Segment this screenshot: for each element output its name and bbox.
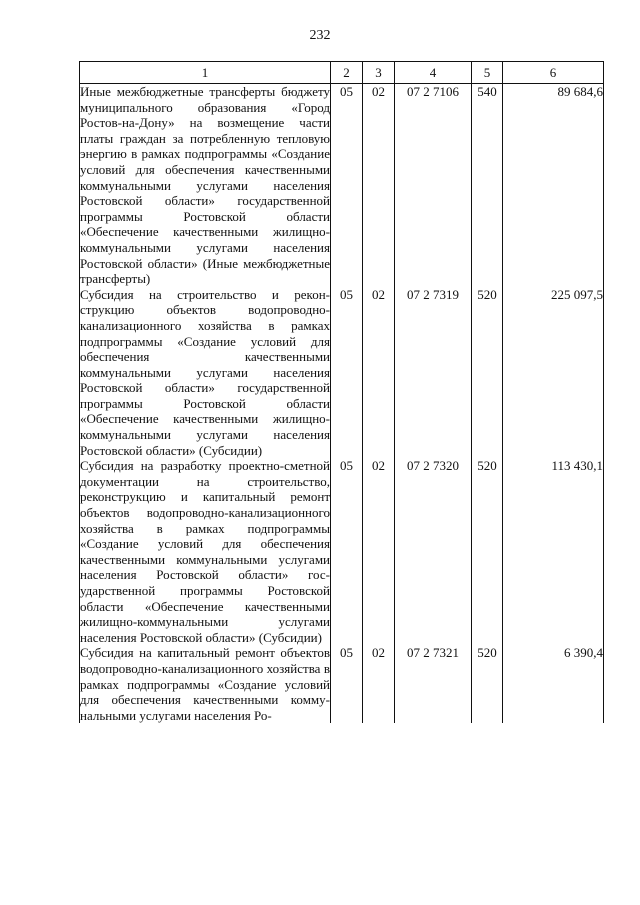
table-header-row xyxy=(80,62,604,84)
subsection-code: 02 xyxy=(363,287,395,459)
section-code: 05 xyxy=(331,287,363,459)
column-header: 5 xyxy=(472,62,503,84)
amount: 89 684,6 xyxy=(503,84,604,287)
column-header: 2 xyxy=(331,62,363,84)
page-number: 232 xyxy=(309,28,331,43)
subsection-code: 02 xyxy=(363,84,395,287)
row-description: Иные межбюджетные трансферты бюджету муниципального образования «Город Ростов-на-Дону» на возмещение части платы граждан за потребленную тепловую энергию в рамках подпрограммы «Создание условий для обеспечения качественными коммунальными услугами населения Ростовской области» государственной программы Ростовской области «Обеспечение качественными жилищно-коммунальными услугами населения Ростовской области» (Иные межбюджетные трансферты) xyxy=(80,84,330,287)
amount: 6 390,4 xyxy=(503,645,604,723)
expense-type-code: 520 xyxy=(472,287,503,459)
section-code: 05 xyxy=(331,458,363,645)
row-description: Субсидия на капитальный ремонт объектов водопроводно-канализационного хозяйства в рамках подпрограммы «Создание условий для обеспечения качественными коммунальными услугами населения Ро- xyxy=(80,645,330,723)
column-header: 1 xyxy=(80,62,331,84)
expense-type-code: 540 xyxy=(472,84,503,287)
amount: 225 097,5 xyxy=(503,287,604,459)
expense-type-code: 520 xyxy=(472,458,503,645)
expense-type-code: 520 xyxy=(472,645,503,723)
section-code: 05 xyxy=(331,645,363,723)
target-article-code: 07 2 7320 xyxy=(395,458,472,645)
table-row xyxy=(80,645,604,723)
target-article-code: 07 2 7106 xyxy=(395,84,472,287)
column-header: 3 xyxy=(363,62,395,84)
column-header: 6 xyxy=(503,62,604,84)
subsection-code: 02 xyxy=(363,458,395,645)
amount: 113 430,1 xyxy=(503,458,604,645)
target-article-code: 07 2 7321 xyxy=(395,645,472,723)
section-code: 05 xyxy=(331,84,363,287)
table-row xyxy=(80,287,604,459)
column-header: 4 xyxy=(395,62,472,84)
table-row xyxy=(80,458,604,645)
target-article-code: 07 2 7319 xyxy=(395,287,472,459)
row-description: Субсидия на строительство и реконструкцию объектов водопроводно-канализационного хозяйства в рамках подпрограммы «Создание условий для обеспечения качественными коммунальными услугами населения Ростовской области» государственной программы Ростовской области «Обеспечение качественными жилищно-коммунальными услугами населения Ростовской области» (Субсидии) xyxy=(80,286,330,458)
budget-table xyxy=(79,61,604,723)
row-description: Субсидия на разработку проектно-сметной документации на строительство, реконструкцию и капитальный ремонт объектов водопроводно-канализационного хозяйства в рамках подпрограммы «Создание условий для обеспечения качественными коммунальными услугами населения Ростовской области» государственной программы Ростовской области «Обеспечение качественными жилищно-коммунальными услугами населения Ростовской области» (Субсидии) xyxy=(80,458,330,645)
table-row xyxy=(80,84,604,287)
subsection-code: 02 xyxy=(363,645,395,723)
